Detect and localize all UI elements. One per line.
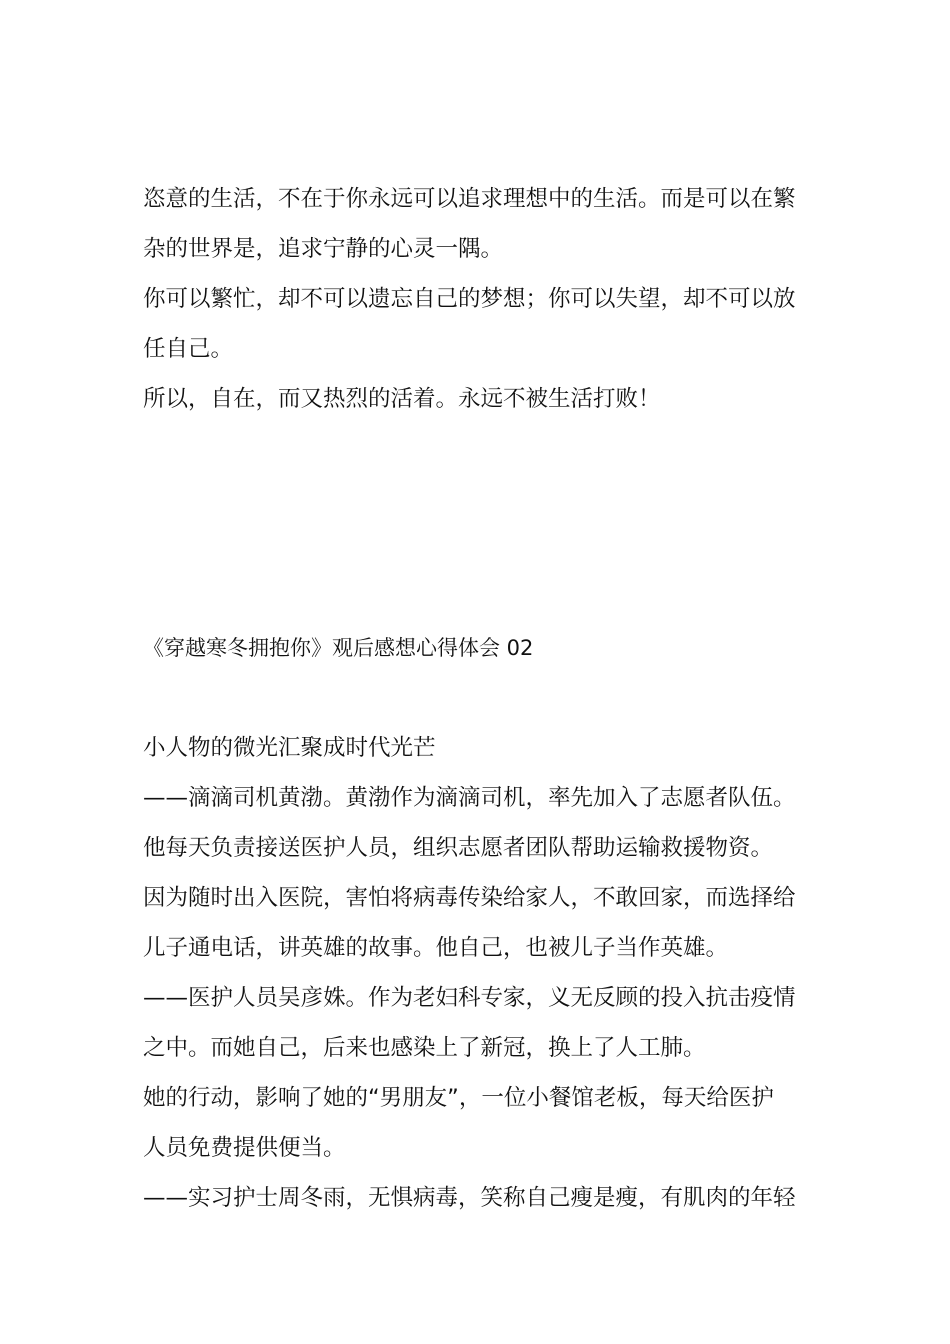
paragraph-line: 之中。而她自己，后来也感染上了新冠，换上了人工肺。 [143, 1035, 706, 1061]
paragraph-line: 人员免费提供便当。 [143, 1135, 346, 1161]
paragraph-line: ——医护人员吴彦姝。作为老妇科专家，义无反顾的投入抗击疫情 [143, 985, 796, 1011]
paragraph-line: 小人物的微光汇聚成时代光芒 [143, 735, 436, 761]
paragraph-line: 任自己。 [143, 336, 234, 362]
paragraph-line: 她的行动，影响了她的“男朋友”，一位小餐馆老板，每天给医护 [143, 1085, 774, 1111]
paragraph-line: 所以，自在，而又热烈的活着。永远不被生活打败！ [143, 386, 661, 412]
paragraph-line: ——实习护士周冬雨，无惧病毒，笑称自己瘦是瘦，有肌肉的年轻 [143, 1185, 796, 1211]
paragraph-line: ——滴滴司机黄渤。黄渤作为滴滴司机，率先加入了志愿者队伍。 [143, 785, 796, 811]
paragraph-line: 因为随时出入医院，害怕将病毒传染给家人，不敢回家，而选择给 [143, 885, 796, 911]
paragraph-line: 他每天负责接送医护人员，组织志愿者团队帮助运输救援物资。 [143, 835, 774, 861]
paragraph-line: 恣意的生活，不在于你永远可以追求理想中的生活。而是可以在繁 [143, 186, 796, 212]
paragraph-line: 你可以繁忙，却不可以遗忘自己的梦想；你可以失望，却不可以放 [143, 286, 796, 312]
article-title: 《穿越寒冬拥抱你》观后感想心得体会 02 [143, 636, 534, 660]
paragraph-line: 儿子通电话，讲英雄的故事。他自己，也被儿子当作英雄。 [143, 935, 729, 961]
paragraph-line: 杂的世界是，追求宁静的心灵一隅。 [143, 236, 504, 262]
